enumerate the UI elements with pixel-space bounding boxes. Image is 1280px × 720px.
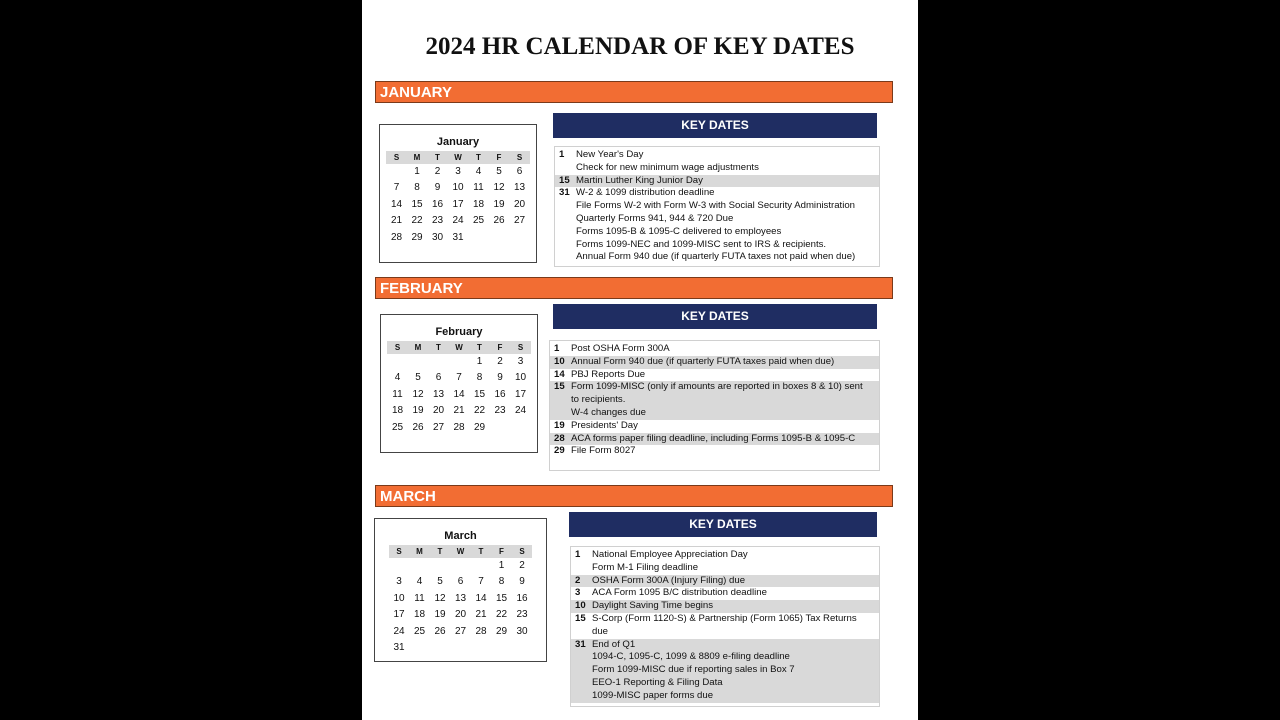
key-date-event: ACA forms paper filing deadline, including Forms 1095-B & 1095-C [571,432,856,444]
key-date-event: Annual Form 940 due (if quarterly FUTA taxes not paid when due) [576,251,856,263]
key-date-events [571,369,879,382]
key-date-day: 31 [559,187,570,199]
calendar-blank-cell [386,164,407,180]
calendar-day: 9 [519,576,525,588]
calendar-day: 1 [414,166,420,177]
calendar-day: 4 [416,576,423,588]
calendar-day: 24 [393,625,405,637]
key-date-event: 1099-MISC paper forms due [592,689,714,701]
calendar-day: 18 [413,609,426,621]
calendar-day: 12 [412,388,424,400]
key-date-events [571,420,879,433]
calendar-blank-cell [409,558,430,574]
key-date-day: 15 [559,174,570,186]
key-date-event: W-4 changes due [571,406,647,418]
weekday-header: T [430,545,451,558]
calendar-day: 7 [393,182,400,194]
key-date-event: S-Corp (Form 1120-S) & Partnership (Form 1065) Tax Returns [592,612,857,624]
calendar-month-name: March [444,530,477,542]
calendar-day: 17 [393,609,405,621]
key-dates-header-january: KEY DATES [553,113,877,138]
calendar-day: 7 [478,576,484,588]
weekday-header: M [409,545,430,558]
key-date-events [576,149,879,175]
calendar-blank-cell [430,558,451,574]
weekday-header: T [469,341,490,354]
key-date-event: New Year's Day [576,149,644,160]
key-date-day: 28 [554,432,565,444]
calendar-blank-cell [450,558,471,574]
calendar-day: 27 [432,421,445,433]
key-date-event: Form 1099-MISC (only if amounts are reported in boxes 8 & 10) sent [571,381,863,393]
calendar-day: 20 [432,405,445,417]
month-bar-february: FEBRUARY [375,277,893,299]
weekday-header: W [450,545,471,558]
weekday-header: T [428,341,449,354]
key-date-event: Forms 1099-NEC and 1099-MISC sent to IRS & recipients. [576,238,827,250]
key-date-day: 1 [575,549,581,560]
key-date-event: PBJ Reports Due [571,368,646,380]
key-date-event: Check for new minimum wage adjustments [576,161,759,173]
key-date-row [550,445,879,458]
calendar-day: 21 [475,609,487,621]
key-date-event: Presidents' Day [571,419,638,431]
page-title: 2024 HR CALENDAR OF KEY DATES [425,33,855,60]
weekday-header: T [427,151,448,164]
calendar-day: 1 [476,356,483,367]
calendar-grid [386,151,530,246]
calendar-day: 2 [434,166,441,177]
calendar-day: 29 [411,231,423,243]
calendar-day: 17 [514,388,527,400]
month-bar-march: MARCH [375,485,893,507]
weekday-header: S [509,151,530,164]
calendar-day: 23 [516,609,528,621]
key-date-event: Martin Luther King Junior Day [576,174,703,186]
calendar-day: 12 [434,592,446,604]
calendar-day: 25 [472,215,485,227]
calendar-day: 27 [454,625,467,637]
calendar-day: 18 [391,405,404,417]
calendar-day: 12 [493,182,505,194]
calendar-day: 6 [435,372,442,384]
calendar-day: 14 [475,592,487,604]
calendar-blank-cell [408,354,429,370]
calendar-day: 11 [392,388,403,400]
calendar-day: 24 [514,405,527,417]
key-date-events [571,356,879,369]
key-date-row [555,175,879,188]
calendar-month-name: January [436,136,480,148]
calendar-day: 8 [498,576,505,588]
key-date-event: Daylight Saving Time begins [592,600,714,612]
key-dates-list-march [570,546,880,707]
calendar-blank-cell [449,354,470,370]
key-date-day: 10 [575,600,586,612]
key-date-day: 14 [554,368,565,380]
calendar-day: 9 [434,182,441,194]
calendar-blank-cell [389,558,410,574]
calendar-day: 3 [455,166,461,177]
weekday-header: M [407,151,428,164]
weekday-header: S [510,341,531,354]
key-date-day: 15 [554,381,565,393]
key-dates-header-march: KEY DATES [569,512,877,537]
key-date-event: due [592,625,609,637]
key-date-events [571,381,879,419]
weekday-header: F [491,545,512,558]
key-date-events [592,575,879,588]
key-date-day: 31 [575,638,586,650]
calendar-day: 5 [437,576,443,588]
calendar-day: 6 [516,166,523,177]
calendar-day: 23 [494,405,506,417]
calendar-day: 14 [390,198,403,210]
calendar-day: 6 [457,576,464,588]
weekday-header: W [449,341,470,354]
key-date-row [550,381,879,419]
key-date-event: W-2 & 1099 distribution deadline [576,187,715,199]
calendar-day: 19 [493,198,505,210]
calendar-day: 9 [497,372,503,384]
calendar-day: 23 [431,215,444,227]
mini-calendar-march [374,518,547,662]
key-date-event: File Forms W-2 with Form W-3 with Social Security Administration [576,200,855,212]
calendar-day: 5 [415,372,421,384]
key-date-event: to recipients. [571,394,626,406]
calendar-day: 28 [453,421,465,433]
key-date-event: Form 1099-MISC due if reporting sales in Box 7 [592,664,795,676]
key-date-events [571,343,879,356]
calendar-day: 20 [454,609,467,621]
calendar-day: 25 [413,625,426,637]
calendar-day: 10 [393,592,405,604]
key-date-events [571,433,879,446]
calendar-day: 2 [519,560,525,571]
calendar-day: 3 [396,576,402,588]
calendar-day: 21 [390,215,403,227]
weekday-header: F [489,151,510,164]
calendar-day: 24 [452,215,464,227]
key-date-row [550,343,879,356]
weekday-header: W [448,151,469,164]
key-date-row [571,575,879,588]
key-date-row [550,369,879,382]
key-date-day: 1 [559,149,565,160]
key-date-events [592,587,879,600]
calendar-day: 5 [496,166,502,177]
key-date-day: 3 [575,587,581,599]
calendar-day: 22 [473,405,486,417]
calendar-grid [387,341,531,436]
key-date-row [550,433,879,446]
calendar-day: 13 [513,182,526,194]
calendar-day: 15 [473,388,486,400]
calendar-blank-cell [471,558,492,574]
key-date-row [571,587,879,600]
calendar-day: 28 [475,625,487,637]
weekday-header: S [512,545,533,558]
key-date-events [592,549,879,575]
key-date-event: Forms 1095-B & 1095-C delivered to employees [576,225,782,237]
calendar-day: 21 [453,405,465,417]
key-date-event: Quarterly Forms 941, 944 & 720 Due [576,212,734,224]
calendar-day: 10 [452,182,464,194]
mini-calendar-february [380,314,538,453]
key-date-event: File Form 8027 [571,445,636,457]
key-date-row [555,149,879,175]
weekday-header: S [387,341,408,354]
key-date-event: Post OSHA Form 300A [571,343,670,354]
weekday-header: T [471,545,492,558]
key-date-day: 15 [575,612,586,624]
calendar-day: 16 [494,388,506,400]
calendar-month-name: February [435,326,483,338]
calendar-day: 29 [473,421,486,433]
calendar-day: 16 [516,592,528,604]
key-date-event: ACA Form 1095 B/C distribution deadline [592,587,767,599]
key-dates-list-january [554,146,880,267]
calendar-blank-cell [428,354,449,370]
calendar-day: 2 [497,356,503,367]
key-date-events [576,175,879,188]
calendar-day: 4 [394,372,401,384]
key-date-event: EEO-1 Reporting & Filing Data [592,676,723,688]
calendar-day: 31 [452,231,464,243]
calendar-day: 18 [472,198,485,210]
calendar-day: 25 [391,421,404,433]
key-date-events [571,445,879,458]
calendar-day: 22 [411,215,423,227]
key-date-day: 2 [575,574,581,586]
key-date-row [571,600,879,613]
month-bar-january: JANUARY [375,81,893,103]
key-dates-header-february: KEY DATES [553,304,877,329]
key-date-events [592,600,879,613]
calendar-day: 28 [390,231,403,243]
key-date-events [576,187,879,264]
calendar-day: 30 [431,231,444,243]
calendar-day: 15 [495,592,508,604]
calendar-day: 1 [498,560,505,571]
key-date-day: 10 [554,355,565,367]
calendar-day: 19 [434,609,446,621]
key-date-row [571,613,879,639]
key-date-day: 19 [554,419,565,431]
key-date-day: 1 [554,343,560,354]
weekday-header: T [468,151,489,164]
calendar-day: 13 [454,592,467,604]
calendar-day: 31 [393,641,405,653]
weekday-header: M [408,341,429,354]
key-date-event: 1094-C, 1095-C, 1099 & 8809 e-filing deadline [592,651,790,663]
calendar-day: 11 [473,182,484,194]
calendar-day: 30 [516,625,528,637]
key-dates-list-february [549,340,880,471]
calendar-day: 26 [434,625,446,637]
calendar-day: 8 [414,182,420,194]
key-date-event: OSHA Form 300A (Injury Filing) due [592,574,746,586]
calendar-blank-cell [387,354,408,370]
calendar-day: 10 [514,372,527,384]
calendar-day: 22 [495,609,508,621]
key-date-row [571,639,879,703]
key-date-row [550,420,879,433]
calendar-day: 20 [513,198,526,210]
key-date-events [592,613,879,639]
calendar-day: 7 [456,372,462,384]
calendar-grid [389,545,533,656]
key-date-event: Form M-1 Filing deadline [592,561,699,573]
calendar-day: 29 [495,625,508,637]
calendar-day: 4 [475,166,482,177]
calendar-day: 3 [517,356,524,367]
calendar-day: 26 [412,421,424,433]
calendar-day: 8 [476,372,483,384]
calendar-day: 16 [431,198,444,210]
key-date-events [592,639,879,703]
calendar-day: 17 [452,198,464,210]
weekday-header: S [386,151,407,164]
weekday-header: F [490,341,511,354]
calendar-day: 14 [453,388,465,400]
calendar-day: 26 [493,215,505,227]
mini-calendar-january [379,124,537,263]
key-date-row [555,187,879,264]
weekday-header: S [389,545,410,558]
key-date-day: 29 [554,445,565,457]
key-date-event: End of Q1 [592,638,636,650]
calendar-day: 13 [432,388,445,400]
calendar-day: 11 [414,592,425,604]
calendar-day: 15 [411,198,423,210]
key-date-event: National Employee Appreciation Day [592,549,748,560]
key-date-row [571,549,879,575]
calendar-page [362,0,918,720]
calendar-day: 27 [513,215,526,227]
key-date-event: Annual Form 940 due (if quarterly FUTA taxes paid when due) [571,355,835,367]
calendar-day: 19 [412,405,424,417]
key-date-row [550,356,879,369]
